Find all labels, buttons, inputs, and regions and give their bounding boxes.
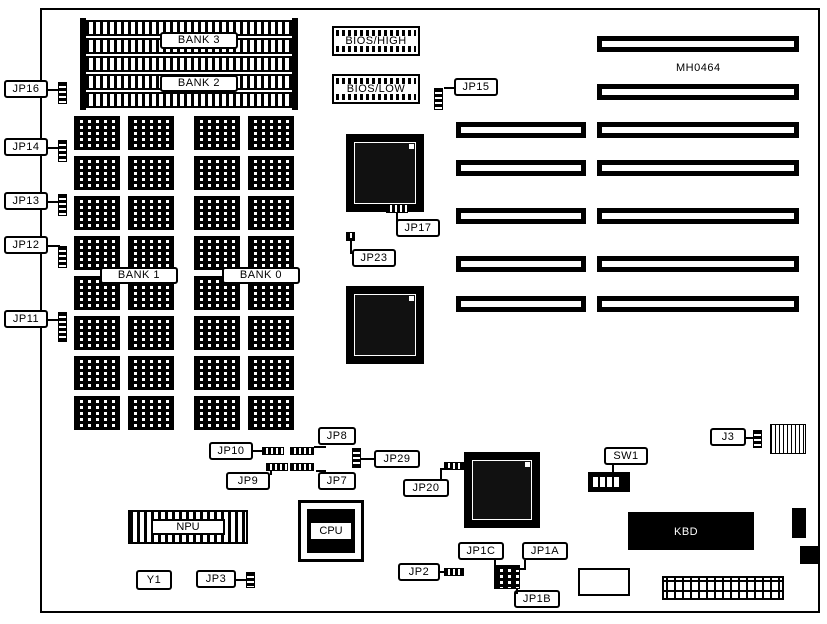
expansion-slot-short — [456, 208, 586, 224]
dram-chip — [74, 236, 120, 270]
leader-jp1b — [516, 588, 518, 594]
rear-connector-stub-2 — [800, 546, 818, 564]
simm-socket-bank2-a — [84, 56, 296, 72]
expansion-slot-short — [456, 160, 586, 176]
dram-chip — [194, 236, 240, 270]
dram-chip — [74, 116, 120, 150]
dram-chip — [128, 116, 174, 150]
mesh-connector — [770, 424, 806, 454]
jumper-pins-jp10[interactable] — [262, 447, 284, 455]
simm-socket-bank2-c — [84, 92, 296, 108]
label-jp15[interactable]: JP15 — [454, 78, 498, 96]
dram-chip — [128, 356, 174, 390]
chipset-ic-upper — [346, 134, 424, 212]
jumper-pins-jp3[interactable] — [246, 572, 255, 588]
npu-label: NPU — [151, 519, 225, 536]
dram-chip — [74, 196, 120, 230]
label-jp29[interactable]: JP29 — [374, 450, 420, 468]
component-outline-box — [578, 568, 630, 596]
dram-chip — [194, 396, 240, 430]
chipset-ic-upper-body — [354, 142, 416, 204]
leader-jp2 — [440, 571, 446, 573]
label-jp14[interactable]: JP14 — [4, 138, 48, 156]
jumper-pins-jp29[interactable] — [352, 448, 361, 468]
dram-chip — [194, 316, 240, 350]
dram-chip — [128, 396, 174, 430]
dram-chip — [248, 356, 294, 390]
label-jp20[interactable]: JP20 — [403, 479, 449, 497]
dip-switch-sw1[interactable] — [588, 472, 630, 492]
kbd-label: KBD — [674, 526, 699, 538]
simm-left-rail — [80, 18, 86, 110]
jumper-pins-j3[interactable] — [753, 430, 762, 448]
label-bank1: BANK 1 — [100, 267, 178, 284]
label-jp11[interactable]: JP11 — [4, 310, 48, 328]
dram-chip — [74, 396, 120, 430]
dram-chip — [248, 196, 294, 230]
dram-chip — [128, 236, 174, 270]
dip-switch-3[interactable] — [607, 477, 612, 487]
label-jp2[interactable]: JP2 — [398, 563, 440, 581]
label-jp12[interactable]: JP12 — [4, 236, 48, 254]
leader-jp15 — [444, 87, 456, 89]
label-jp8[interactable]: JP8 — [318, 427, 356, 445]
dram-chip — [74, 356, 120, 390]
dram-chip — [194, 116, 240, 150]
dip-switch-1[interactable] — [593, 477, 598, 487]
jumper-pins-jp15[interactable] — [434, 88, 443, 110]
expansion-slot — [597, 160, 799, 176]
bios-low-chip — [332, 74, 420, 104]
leader-jp7 — [316, 470, 326, 472]
jumper-pins-jp12[interactable] — [58, 246, 67, 268]
jumper-pins-jp7[interactable] — [290, 463, 314, 471]
jumper-pins-jp2[interactable] — [444, 568, 464, 576]
expansion-slot — [597, 208, 799, 224]
label-jp10[interactable]: JP10 — [209, 442, 253, 460]
dram-chip — [128, 316, 174, 350]
expansion-slot — [597, 296, 799, 312]
expansion-slot-short — [456, 296, 586, 312]
leader-jp20-h — [440, 468, 450, 470]
expansion-slot-short — [456, 256, 586, 272]
chipset-ic-upper-pin1-notch — [409, 144, 414, 149]
simm-right-rail — [292, 18, 298, 110]
label-j3[interactable]: J3 — [710, 428, 746, 446]
expansion-slot — [597, 84, 799, 100]
dram-chip — [248, 156, 294, 190]
label-jp3[interactable]: JP3 — [196, 570, 236, 588]
io-controller-body — [472, 460, 532, 520]
leader-jp9 — [270, 471, 272, 475]
rear-connector-stub — [792, 508, 806, 538]
expansion-slot — [597, 256, 799, 272]
dip-switch-2[interactable] — [600, 477, 605, 487]
dram-chip — [194, 196, 240, 230]
leader-jp8 — [314, 446, 326, 448]
label-bank2: BANK 2 — [160, 75, 238, 92]
pin-header-field[interactable] — [662, 576, 784, 600]
board-marking: MH0464 — [676, 62, 721, 74]
chipset-ic-lower-body — [354, 294, 416, 356]
jumper-pins-jp9[interactable] — [266, 463, 288, 471]
dram-chip — [248, 116, 294, 150]
dram-chip — [74, 316, 120, 350]
label-y1: Y1 — [136, 570, 172, 590]
leader-jp10 — [253, 450, 263, 452]
label-jp16[interactable]: JP16 — [4, 80, 48, 98]
dram-chip — [194, 356, 240, 390]
expansion-slot-short — [456, 122, 586, 138]
label-jp13[interactable]: JP13 — [4, 192, 48, 210]
cpu-socket — [298, 500, 364, 562]
jumper-pins-jp17[interactable] — [386, 204, 408, 213]
label-sw1[interactable]: SW1 — [604, 447, 648, 465]
dram-chip — [248, 396, 294, 430]
label-jp7[interactable]: JP7 — [318, 472, 356, 490]
io-controller-pin1-notch — [525, 462, 530, 467]
dram-chip — [248, 316, 294, 350]
label-jp1a[interactable]: JP1A — [522, 542, 568, 560]
jumper-pins-jp14[interactable] — [58, 140, 67, 162]
label-jp23[interactable]: JP23 — [352, 249, 396, 267]
label-jp9[interactable]: JP9 — [226, 472, 270, 490]
jumper-pins-jp8[interactable] — [290, 447, 314, 455]
leader-jp1a-h — [516, 568, 526, 570]
expansion-slot — [597, 122, 799, 138]
dram-chip — [128, 156, 174, 190]
label-jp17[interactable]: JP17 — [396, 219, 440, 237]
chipset-ic-lower — [346, 286, 424, 364]
npu-socket — [128, 510, 248, 544]
bios-high-label: BIOS/HIGH — [345, 35, 407, 47]
label-jp1c[interactable]: JP1C — [458, 542, 504, 560]
leader-jp20-v — [440, 470, 442, 480]
leader-jp29 — [361, 458, 375, 460]
dram-chip — [248, 236, 294, 270]
bios-high-chip — [332, 26, 420, 56]
bios-low-label: BIOS/LOW — [346, 83, 406, 95]
dram-chip — [128, 196, 174, 230]
label-jp1b[interactable]: JP1B — [514, 590, 560, 608]
jumper-pins-jp11[interactable] — [58, 312, 67, 342]
dip-switch-4[interactable] — [614, 477, 619, 487]
cpu-label: CPU — [319, 525, 343, 537]
dram-chip — [194, 156, 240, 190]
leader-jp1c — [494, 560, 496, 568]
jumper-pins-jp16[interactable] — [58, 82, 67, 104]
jumper-pins-jp13[interactable] — [58, 194, 67, 216]
chipset-ic-lower-pin1-notch — [409, 296, 414, 301]
io-controller-ic — [464, 452, 540, 528]
label-bank0: BANK 0 — [222, 267, 300, 284]
dram-chip — [74, 156, 120, 190]
expansion-slot — [597, 36, 799, 52]
label-bank3: BANK 3 — [160, 32, 238, 49]
